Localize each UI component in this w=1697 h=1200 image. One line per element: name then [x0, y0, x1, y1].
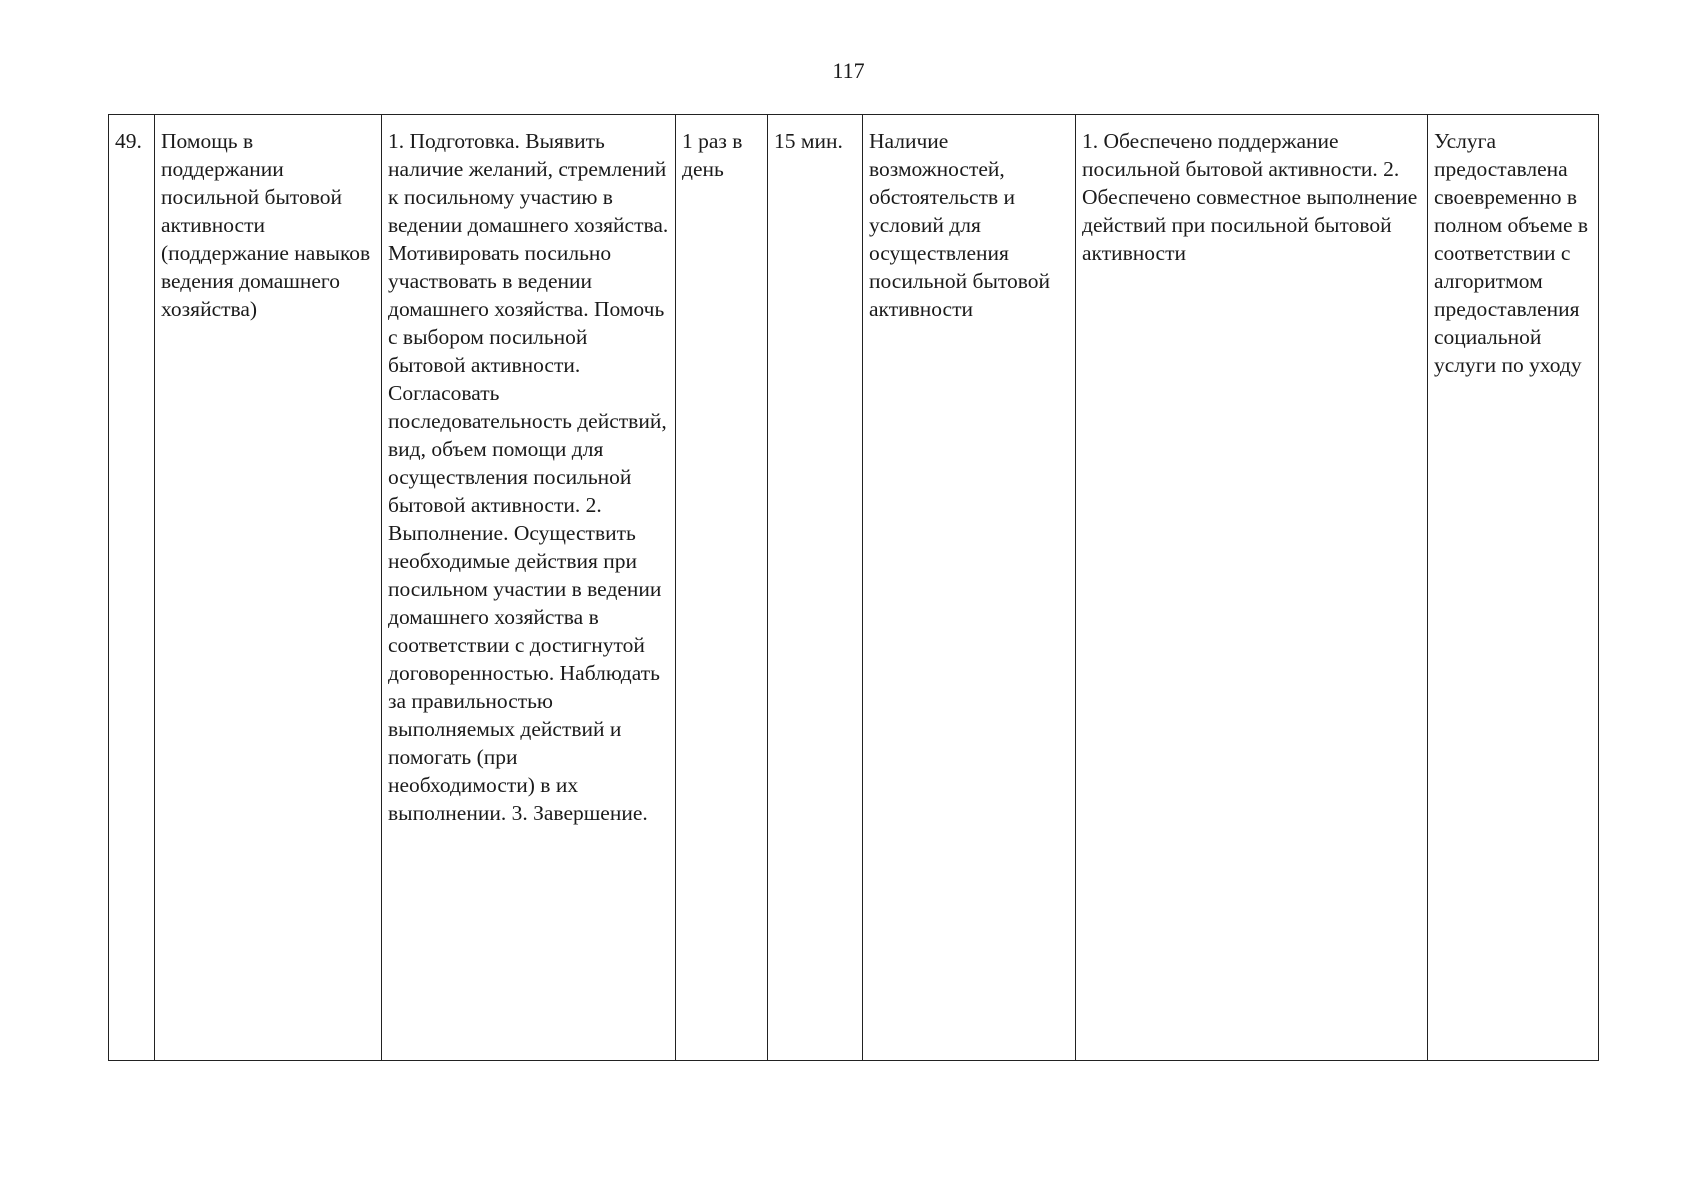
duration-cell: 15 мин. [768, 115, 863, 1061]
conditions-cell: Наличие возможностей, обстоятельств и условий для осуществления посильной бытовой активности [863, 115, 1076, 1061]
procedure-cell: 1. Подготовка. Выявить наличие желаний, стремлений к посильному участию в ведении домашнего хозяйства. Мотивировать посильно участвовать в ведении домашнего хозяйства. Помочь с выбором посильной бытовой активности. Согласовать последовательность действий, вид, объем помощи для осуществления посильной бытовой активности. 2. Выполнение. Осуществить необходимые действия при посильном участии в ведении домашнего хозяйства в соответствии с достигнутой договоренностью. Наблюдать за правильностью выполняемых действий и помогать (при необходимости) в их выполнении. 3. Завершение. [382, 115, 676, 1061]
page-number: 117 [832, 58, 865, 83]
row-number-cell: 49. [109, 115, 155, 1061]
service-name-cell: Помощь в поддержании посильной бытовой активности (поддержание навыков ведения домашнего хозяйства) [155, 115, 382, 1061]
table-row [109, 115, 1599, 1061]
result-cell: 1. Обеспечено поддержание посильной бытовой активности. 2. Обеспечено совместное выполнение действий при посильной бытовой активности [1076, 115, 1428, 1061]
quality-cell: Услуга предоставлена своевременно в полном объеме в соответствии с алгоритмом предоставления социальной услуги по уходу [1428, 115, 1599, 1061]
frequency-cell: 1 раз в день [676, 115, 768, 1061]
services-table [108, 114, 1599, 1061]
